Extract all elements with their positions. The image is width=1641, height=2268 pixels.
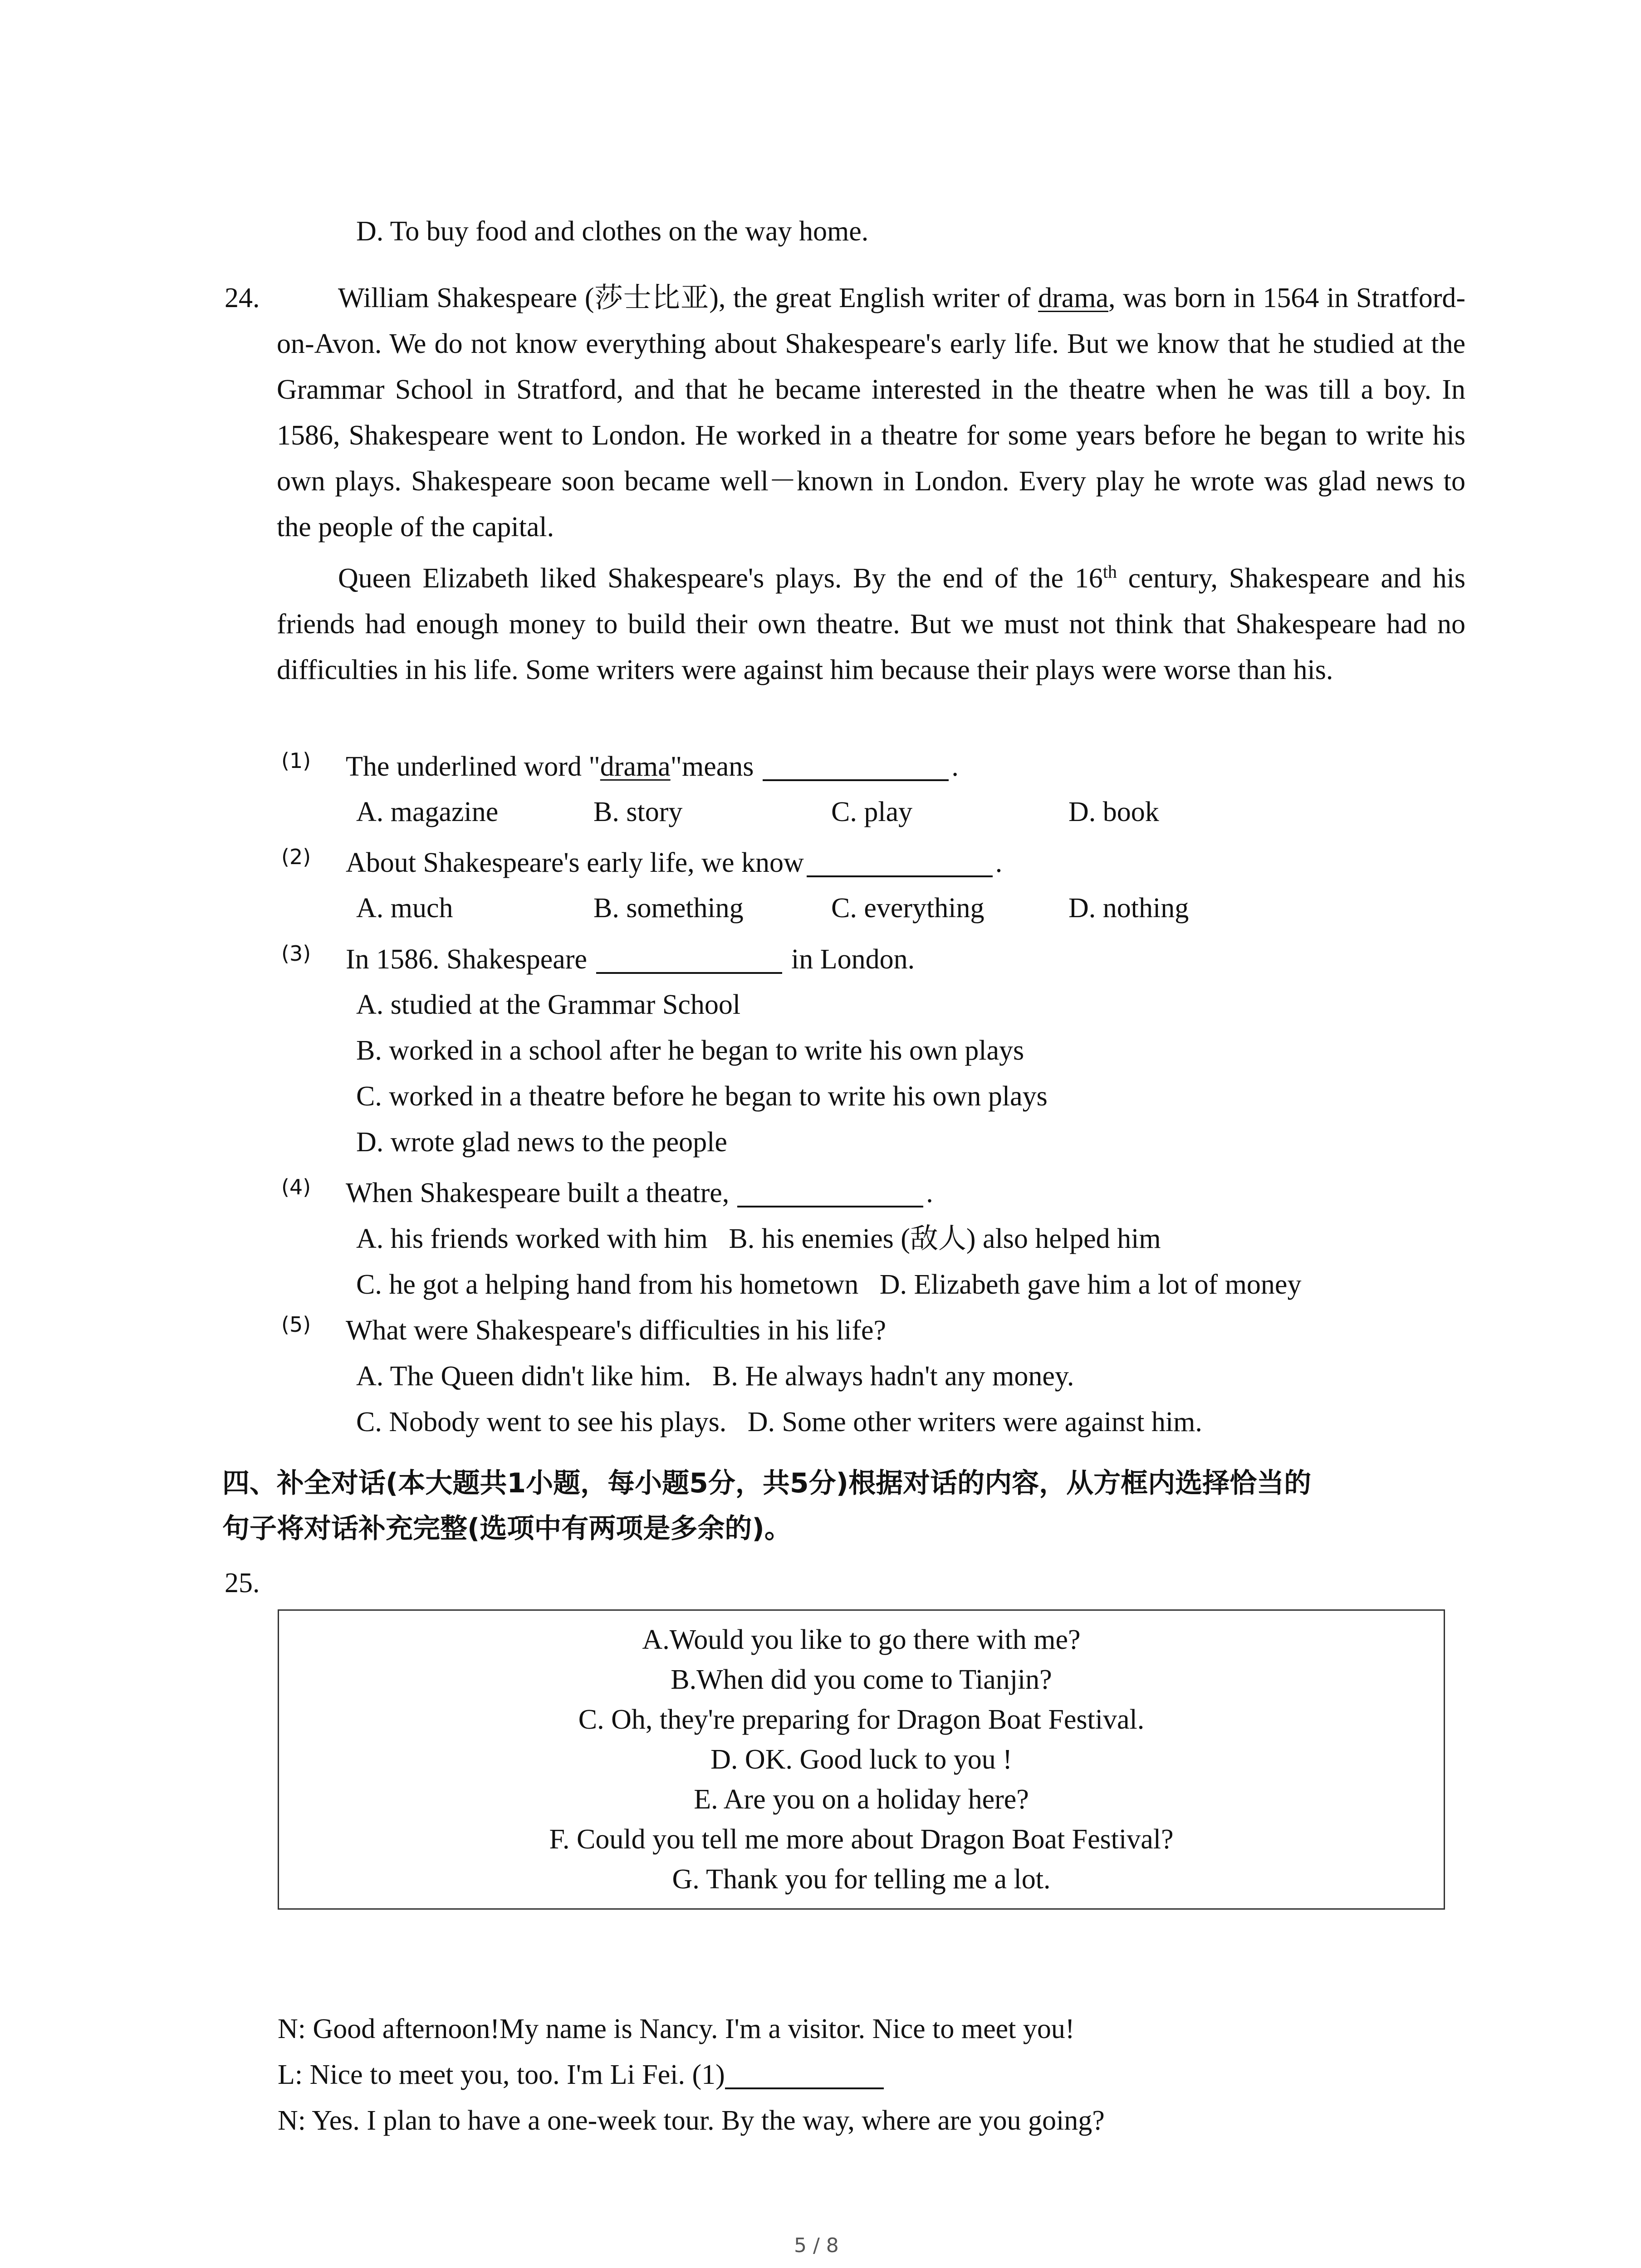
- sub-question-4-number: (4): [281, 1175, 311, 1199]
- box-option: E. Are you on a holiday here?: [694, 1784, 1029, 1815]
- passage-paragraph-2: Queen Elizabeth liked Shakespeare's plays. By the end of the 16th century, Shakespeare and his friends had enough money to build their own theatre. But we must not think that Shakespeare had no difficulties in his life. Some writers were against him because their plays were worse than his.: [277, 561, 1465, 685]
- answer-blank[interactable]: [596, 945, 782, 974]
- page-number: 5 / 8: [794, 2234, 839, 2257]
- options-line: A. The Queen didn't like him. B. He always hadn't any money.: [356, 1361, 1074, 1392]
- question-25-number: 25.: [225, 1568, 260, 1598]
- dialogue-line: L: Nice to meet you, too. I'm Li Fei. (1): [278, 2052, 887, 2097]
- option: A. studied at the Grammar School: [356, 989, 741, 1020]
- box-option: F. Could you tell me more about Dragon Boat Festival?: [549, 1824, 1174, 1855]
- answer-blank[interactable]: [763, 752, 949, 781]
- previous-question-option-d: D. To buy food and clothes on the way home.: [356, 216, 869, 247]
- options-line: C. he got a helping hand from his hometown D. Elizabeth gave him a lot of money: [356, 1269, 1302, 1300]
- dialogue-line: N: Yes. I plan to have a one-week tour. By the way, where are you going?: [278, 2105, 1105, 2136]
- option: D. wrote glad news to the people: [356, 1127, 727, 1158]
- sub-question-5-number: (5): [281, 1312, 311, 1337]
- sub-question-4-stem: When Shakespeare built a theatre, .: [346, 1178, 933, 1208]
- sub-question-5-stem: What were Shakespeare's difficulties in his life?: [346, 1315, 887, 1346]
- option: B. worked in a school after he began to write his own plays: [356, 1035, 1024, 1066]
- box-option: D. OK. Good luck to you !: [710, 1744, 1012, 1775]
- underlined-word-drama: drama: [1038, 283, 1109, 313]
- sub-question-3-number: (3): [281, 941, 311, 966]
- section-4-heading-line-1: 四、补全对话(本大题共1小题，每小题5分，共5分)根据对话的内容，从方框内选择恰当的: [222, 1467, 1312, 1499]
- box-option: B.When did you come to Tianjin?: [671, 1664, 1052, 1695]
- option: C. worked in a theatre before he began to write his own plays: [356, 1081, 1048, 1112]
- option: D. book: [1068, 797, 1159, 827]
- answer-blank[interactable]: [725, 2060, 884, 2089]
- section-4-heading-line-2: 句子将对话补充完整(选项中有两项是多余的)。: [222, 1513, 792, 1545]
- sub-question-1-stem: The underlined word "drama"means .: [346, 751, 959, 782]
- options-line: C. Nobody went to see his plays. D. Some other writers were against him.: [356, 1407, 1202, 1437]
- option: B. story: [593, 797, 683, 827]
- box-option: A.Would you like to go there with me?: [642, 1624, 1081, 1655]
- sub-question-1-number: (1): [281, 748, 311, 773]
- sub-question-2-number: (2): [281, 845, 311, 869]
- options-box: [278, 1609, 1445, 1910]
- option: A. much: [356, 893, 453, 924]
- answer-blank[interactable]: [737, 1178, 923, 1207]
- passage: [277, 275, 1465, 693]
- sub-question-3-stem: In 1586. Shakespeare in London.: [346, 944, 915, 975]
- box-option: C. Oh, they're preparing for Dragon Boat Festival.: [578, 1704, 1145, 1735]
- passage-paragraph-1: William Shakespeare (莎士比亚), the great English writer of drama, was born in 1564 in Stratford-on-Avon. We do not know everything about Shakespeare's early life. But we know that he studied at the Grammar School in Stratford, and that he became interested in the theatre when he was till a boy. In 1586, Shakespeare went to London. He worked in a theatre for some years before he began to write his own plays. Shakespeare soon became well－known in London. Every play he wrote was glad news to the people of the capital.: [277, 283, 1465, 543]
- option: C. everything: [831, 893, 985, 924]
- box-option: G. Thank you for telling me a lot.: [672, 1864, 1051, 1895]
- option: A. magazine: [356, 797, 499, 827]
- sub-question-2-stem: About Shakespeare's early life, we know .: [346, 847, 1003, 878]
- option: D. nothing: [1068, 893, 1189, 924]
- option: B. something: [593, 893, 744, 924]
- options-line: A. his friends worked with him B. his enemies (敌人) also helped him: [356, 1223, 1161, 1254]
- dialogue-line: N: Good afternoon!My name is Nancy. I'm a visitor. Nice to meet you!: [278, 2014, 1075, 2044]
- answer-blank[interactable]: [807, 848, 993, 877]
- question-24-number: 24.: [225, 283, 260, 313]
- option: C. play: [831, 797, 913, 827]
